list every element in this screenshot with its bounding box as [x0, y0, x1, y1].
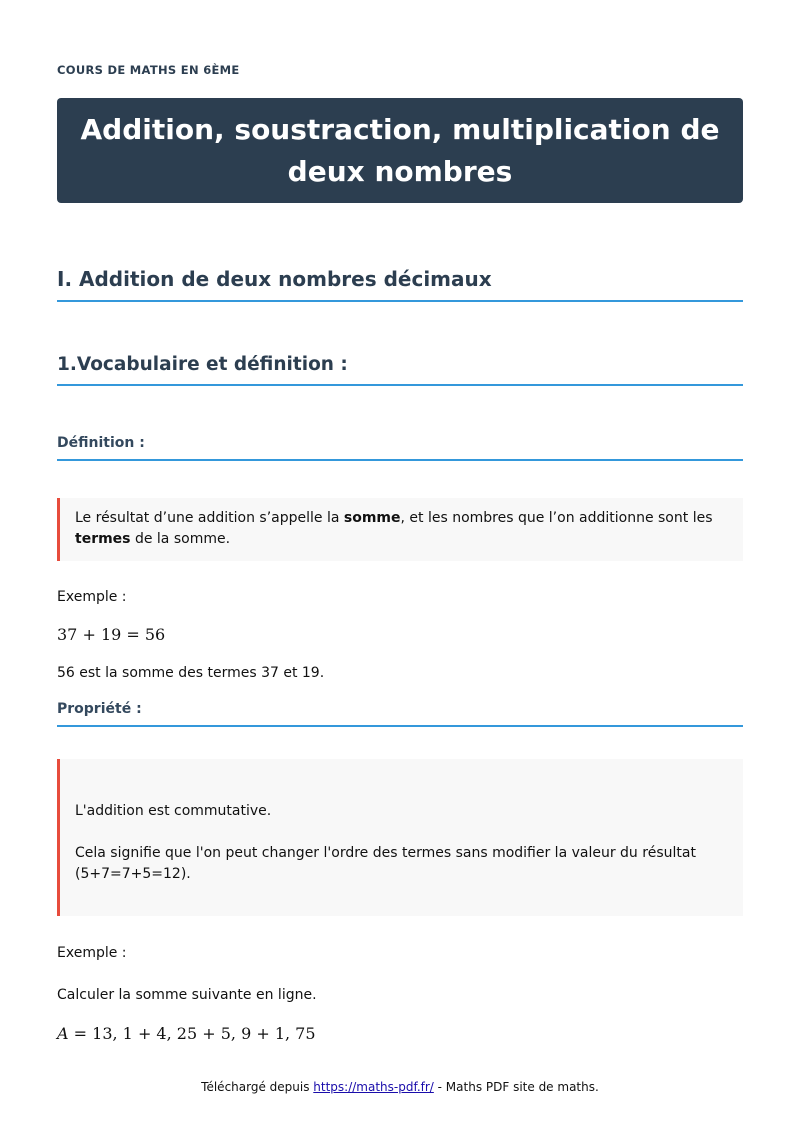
example-label: Exemple :	[57, 589, 127, 605]
definition-box	[57, 498, 743, 561]
property-heading: Propriété :	[57, 701, 743, 727]
example2-formula: A = 13, 1 + 4, 25 + 5, 9 + 1, 75	[57, 1024, 316, 1043]
page-title: Addition, soustraction, multiplication de deux nombres	[80, 112, 720, 188]
term-somme: somme	[343, 510, 401, 526]
course-kicker: COURS DE MATHS EN 6ÈME	[57, 63, 240, 77]
footer-link[interactable]: https://maths-pdf.fr/	[313, 1080, 434, 1094]
property-line-1: L'addition est commutative.	[75, 803, 272, 819]
example2-label: Exemple :	[57, 945, 127, 961]
term-termes: termes	[75, 531, 131, 547]
section-heading: I. Addition de deux nombres décimaux	[57, 267, 743, 302]
definition-heading: Définition :	[57, 435, 743, 461]
property-line-2: Cela signifie que l'on peut changer l'ordre des termes sans modifier la valeur du résultat (5+7=7+5=12).	[75, 845, 696, 882]
subsection-heading: 1.Vocabulaire et définition :	[57, 354, 743, 386]
property-box	[57, 759, 743, 916]
example-explanation: 56 est la somme des termes 37 et 19.	[57, 665, 325, 681]
example2-instruction: Calculer la somme suivante en ligne.	[57, 987, 317, 1003]
title-banner	[57, 98, 743, 203]
example-formula: 37 + 19 = 56	[57, 625, 166, 644]
page-footer: Téléchargé depuis https://maths-pdf.fr/ - Maths PDF site de maths.	[201, 1080, 599, 1094]
definition-text: Le résultat d’une addition s’appelle la somme, et les nombres que l’on additionne sont les termes de la somme.	[75, 510, 713, 547]
